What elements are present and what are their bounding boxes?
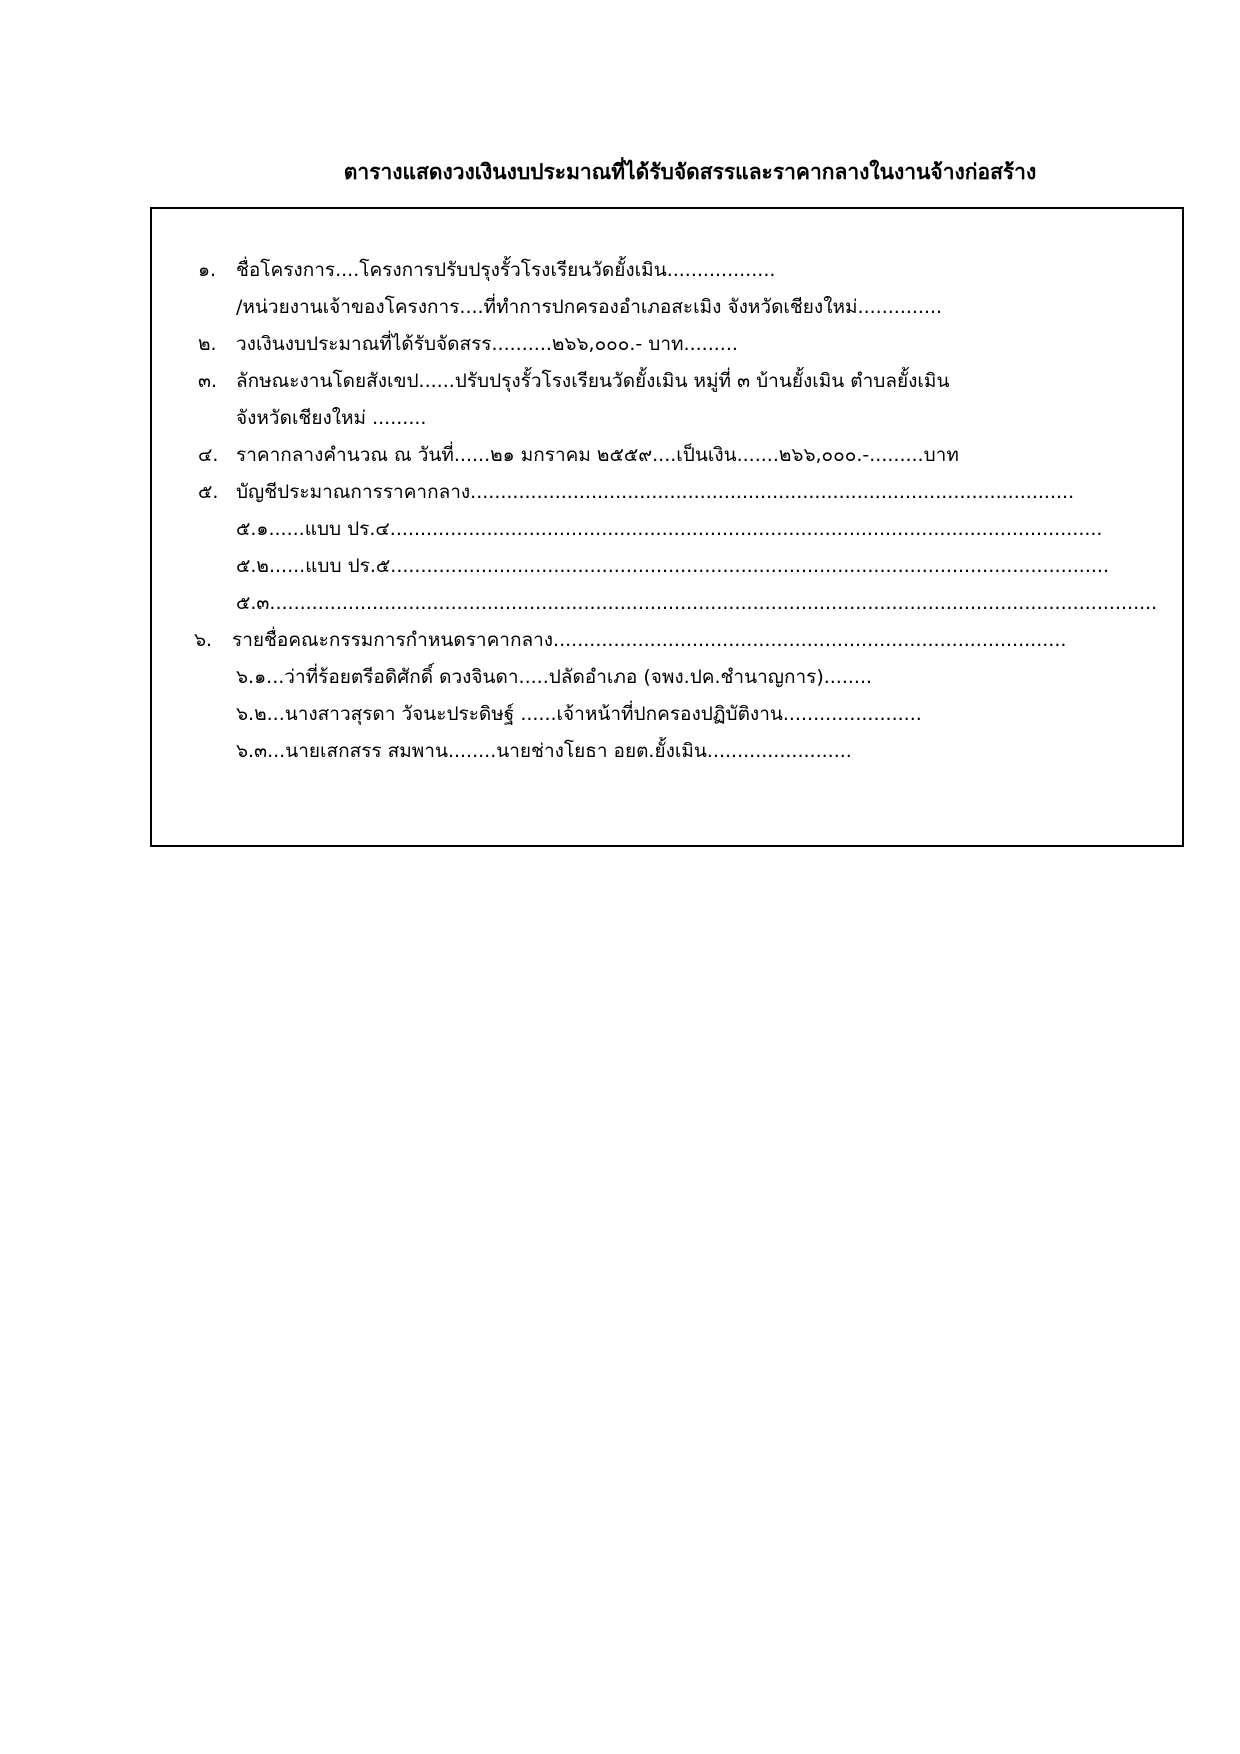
item-1 (198, 256, 775, 284)
item-6-2: ๖.๒...นางสาวสุรดา วัจนะประดิษฐ์ ......เจ้าหน้าที่ปกครองปฏิบัติงาน....................... (236, 703, 922, 725)
item-2-text: วงเงินงบประมาณที่ได้รับจัดสรร..........๒๖๖,๐๐๐.- บาท......... (236, 333, 738, 355)
item-6-3: ๖.๓...นายเสกสรร สมพาน........นายช่างโยธา อยต.ยั้งเมิน........................ (236, 740, 852, 762)
item-1-number: ๑. (198, 259, 217, 281)
item-2-number: ๒. (198, 333, 217, 355)
item-5-2: ๕.๒......แบบ ปร.๕....................................................................................................................... (236, 555, 1109, 577)
item-6-number: ๖. (194, 629, 213, 651)
item-4-text: ราคากลางคำนวณ ณ วันที่......๒๑ มกราคม ๒๕๕๙....เป็นเงิน.......๒๖๖,๐๐๐.-.........บาท (236, 444, 959, 466)
item-1-text: ชื่อโครงการ....โครงการปรับปรุงรั้วโรงเรียนวัดยั้งเมิน.................. (236, 259, 776, 281)
item-5-number: ๕. (198, 481, 219, 503)
item-5-3: ๕.๓................................................................................................................................................... (236, 592, 1158, 614)
item-4 (198, 441, 959, 469)
item-3-continuation: จังหวัดเชียงใหม่ ......... (236, 407, 427, 429)
item-5 (198, 478, 1074, 506)
item-3-text: ลักษณะงานโดยสังเขป......ปรับปรุงรั้วโรงเรียนวัดยั้งเมิน หมู่ที่ ๓ บ้านยั้งเมิน ตำบลยั้งเมิน (236, 370, 950, 392)
project-info-box (150, 207, 1184, 847)
item-5-text: บัญชีประมาณการราคากลาง.................................................................................................... (236, 481, 1075, 503)
item-2 (198, 330, 738, 358)
item-6-1: ๖.๑...ว่าที่ร้อยตรีอดิศักดิ์ ดวงจินดา.....ปลัดอำเภอ (จพง.ปค.ชำนาญการ)........ (236, 666, 873, 688)
item-3-number: ๓. (198, 370, 218, 392)
item-1-continuation: /หน่วยงานเจ้าของโครงการ....ที่ทำการปกครองอำเภอสะเมิง จังหวัดเชียงใหม่.............. (236, 296, 943, 318)
item-4-number: ๔. (198, 444, 219, 466)
item-5-1: ๕.๑......แบบ ปร.๔...................................................................................................................... (236, 518, 1103, 540)
item-3 (198, 367, 949, 395)
page-title: ตารางแสดงวงเงินงบประมาณที่ได้รับจัดสรรและราคากลางในงานจ้างก่อสร้าง (343, 160, 1037, 184)
item-6 (194, 626, 1066, 654)
item-6-text: รายชื่อคณะกรรมการกำหนดราคากลาง..................................................................................... (232, 629, 1067, 651)
